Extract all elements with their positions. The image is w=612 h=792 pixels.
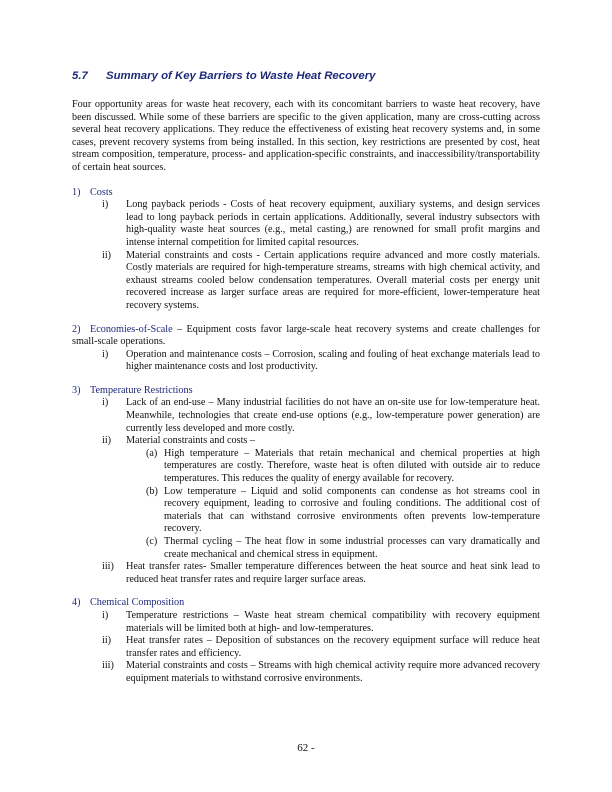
item-numeral: i) xyxy=(102,348,109,360)
group-title: Economies-of-Scale xyxy=(90,323,173,335)
group-heading xyxy=(72,385,540,398)
barrier-groups xyxy=(72,187,540,686)
group-description: – Equipment costs favor large-scale heat recovery systems and create challenges for small-scale operations. xyxy=(72,323,540,348)
item-text: Operation and maintenance costs – Corrosion, scaling and fouling of heat exchange materials lead to higher maintenance costs and lost productivity. xyxy=(126,348,540,373)
section-title: Summary of Key Barriers to Waste Heat Recovery xyxy=(106,70,376,82)
item-numeral: ii) xyxy=(102,435,112,447)
section-heading xyxy=(72,70,540,82)
list-item xyxy=(72,610,540,635)
page-content xyxy=(72,68,540,697)
barrier-group xyxy=(72,385,540,587)
sub-item xyxy=(72,448,540,486)
item-text: Material constraints and costs – Streams with high chemical activity require more advanced recovery equipment materials to withstand corrosive environments. xyxy=(126,660,540,684)
group-heading xyxy=(72,324,540,349)
group-number: 2) xyxy=(72,323,81,335)
sub-item xyxy=(72,486,540,536)
item-numeral: iii) xyxy=(102,660,114,672)
item-numeral: ii) xyxy=(102,635,112,647)
group-title: Temperature Restrictions xyxy=(90,384,193,396)
item-text: Heat transfer rates – Deposition of substances on the recovery equipment surface will reduce heat transfer rates and efficiency. xyxy=(126,635,540,659)
list-item xyxy=(72,635,540,660)
list-item xyxy=(72,561,540,586)
sub-item-text: High temperature – Materials that retain mechanical and chemical properties at high temperatures are costly. Therefore, waste heat is often diluted with outside air to reduce temperatures. This reduces the quality of energy available for recovery. xyxy=(164,447,540,485)
group-items xyxy=(72,610,540,686)
group-number: 3) xyxy=(72,384,81,396)
group-items xyxy=(72,349,540,374)
section-number: 5.7 xyxy=(72,70,88,82)
sub-item-letter: (b) xyxy=(146,485,158,497)
sub-item-text: Thermal cycling – The heat flow in some industrial processes can vary dramatically and create mechanical and chemical stress in equipment. xyxy=(164,536,540,560)
item-text: Lack of an end-use – Many industrial facilities do not have an on-site use for low-temperature heat. Meanwhile, technologies that create end-use options (e.g., low-temperature power generation) are currently less developed and more costly. xyxy=(126,397,540,434)
barrier-group xyxy=(72,324,540,374)
item-text: Temperature restrictions – Waste heat stream chemical compatibility with recovery equipment materials will be limited both at high- and low-temperatures. xyxy=(126,609,540,634)
intro-paragraph: Four opportunity areas for waste heat recovery, each with its concomitant barriers to waste heat recovery, have been discussed. While some of these barriers are specific to the given application, many are cross-cutting across several heat recovery applications. They reduce the effectiveness of existing heat recovery systems and, in some cases, prevent recovery systems from being installed. In this section, key restrictions are presented by cost, heat stream composition, temperature, process- and application-specific constraints, and inaccessibility/transportability of certain heat sources. xyxy=(72,99,540,173)
list-item xyxy=(72,660,540,685)
barrier-group xyxy=(72,187,540,313)
group-heading xyxy=(72,597,540,610)
group-title: Costs xyxy=(90,186,113,198)
list-item xyxy=(72,199,540,249)
item-text: Material constraints and costs – xyxy=(126,435,256,447)
sub-item-letter: (c) xyxy=(146,536,158,547)
item-numeral: iii) xyxy=(102,561,114,573)
sub-item-text: Low temperature – Liquid and solid components can condense as hot streams cool in recovery equipment, leading to corrosive and fouling conditions. The additional cost of materials that can withstand corrosive environments often prevents low-temperature recovery. xyxy=(164,485,540,535)
group-number: 1) xyxy=(72,186,81,198)
list-item xyxy=(72,397,540,435)
item-text: Long payback periods - Costs of heat recovery equipment, auxiliary systems, and design services lead to long payback periods in certain applications. Additionally, several industry subsectors with high-quality waste heat sources (e.g., metal casting,) are renowned for small profit margins and intense internal competition for limited capital resources. xyxy=(126,199,540,248)
list-item xyxy=(72,435,540,448)
group-items xyxy=(72,397,540,586)
group-number: 4) xyxy=(72,597,81,609)
item-numeral: i) xyxy=(102,199,109,211)
list-item xyxy=(72,349,540,374)
sub-item xyxy=(72,536,540,561)
item-numeral: ii) xyxy=(102,249,112,261)
item-numeral: i) xyxy=(102,397,109,409)
group-heading xyxy=(72,187,540,200)
barrier-group xyxy=(72,597,540,685)
list-item xyxy=(72,250,540,313)
sub-item-letter: (a) xyxy=(146,447,158,459)
group-title: Chemical Composition xyxy=(90,597,185,609)
item-numeral: i) xyxy=(102,609,109,621)
item-text: Material constraints and costs - Certain applications require advanced and more costly materials. Costly materials are required for high-temperature streams, streams with high chemical activity, and exhaust streams cooled below condensation temperatures. Overall material costs per energy unit recovered increase as larger surface areas are required for more-efficient, lower-temperature heat recovery systems. xyxy=(126,249,540,311)
page-number: 62 - xyxy=(297,742,315,754)
group-items xyxy=(72,199,540,312)
item-text: Heat transfer rates- Smaller temperature differences between the heat source and heat sink lead to reduced heat transfer rates and require larger surface areas. xyxy=(126,561,540,585)
